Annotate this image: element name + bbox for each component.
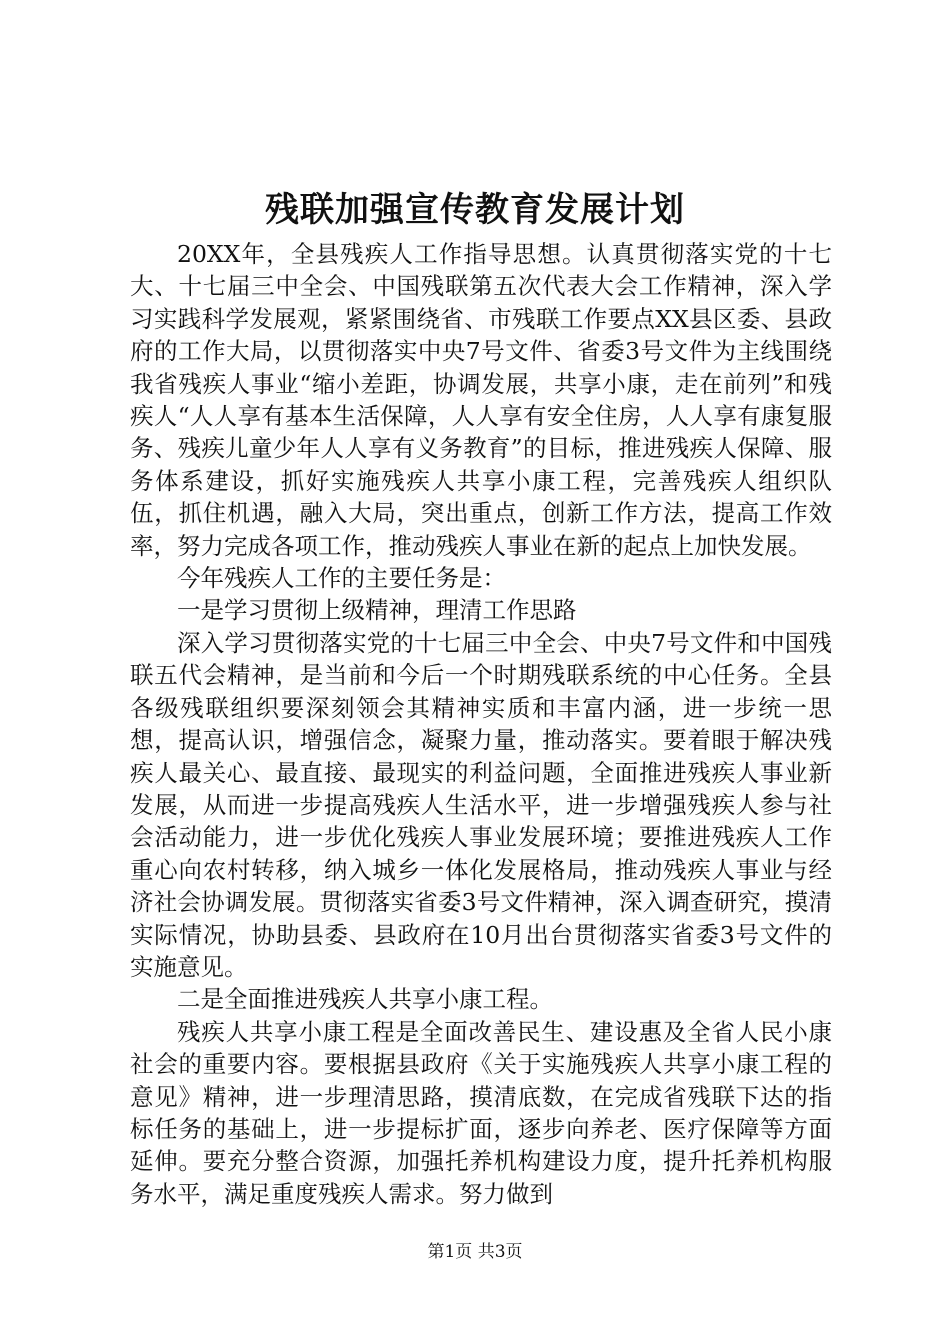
paragraph-guiding-thought: 20XX年，全县残疾人工作指导思想。认真贯彻落实党的十七大、十七届三中全会、中国残联第五次代表大会工作精神，深入学习实践科学发展观，紧紧围绕省、市残联工作要点XX县区委、县政府的工作大局，以贯彻落实中央7号文件、省委3号文件为主线围绕我省残疾人事业“缩小差距，协调发展，共享小康，走在前列”和残疾人“人人享有基本生活保障，人人享有安全住房，人人享有康复服务、残疾儿童少年人人享有义务教育”的目标，推进残疾人保障、服务体系建设，抓好实施残疾人共享小康工程，完善残疾人组织队伍，抓住机遇，融入大局，突出重点，创新工作方法，提高工作效率，努力完成各项工作，推动残疾人事业在新的起点上加快发展。	[130, 240, 832, 560]
paragraph-task-2-body: 残疾人共享小康工程是全面改善民生、建设惠及全省人民小康社会的重要内容。要根据县政府《关于实施残疾人共享小康工程的意见》精神，进一步理清思路，摸清底数，在完成省残联下达的指标任务的基础上，进一步提标扩面，逐步向养老、医疗保障等方面延伸。要充分整合资源，加强托养机构建设力度，提升托养机构服务水平，满足重度残疾人需求。努力做到	[130, 1017, 832, 1208]
document-body	[130, 238, 832, 1210]
paragraph-heading-task-2: 二是全面推进残疾人共享小康工程。	[177, 985, 553, 1014]
page-title: 残联加强宣传教育发展计划	[265, 190, 685, 230]
page-number-footer: 第1页 共3页	[427, 1242, 523, 1262]
paragraph-heading-task-1: 一是学习贯彻上级精神，理清工作思路	[177, 596, 577, 625]
paragraph-main-tasks-intro: 今年残疾人工作的主要任务是：	[177, 564, 506, 593]
paragraph-task-1-body: 深入学习贯彻落实党的十七届三中全会、中央7号文件和中国残联五代会精神，是当前和今后一个时期残联系统的中心任务。全县各级残联组织要深刻领会其精神实质和丰富内涵，进一步统一思想，提高认识，增强信念，凝聚力量，推动落实。要着眼于解决残疾人最关心、最直接、最现实的利益问题，全面推进残疾人事业新发展，从而进一步提高残疾人生活水平，进一步增强残疾人参与社会活动能力，进一步优化残疾人事业发展环境；要推进残疾人工作重心向农村转移，纳入城乡一体化发展格局，推动残疾人事业与经济社会协调发展。贯彻落实省委3号文件精神，深入调查研究，摸清实际情况，协助县委、县政府在10月出台贯彻落实省委3号文件的实施意见。	[130, 628, 832, 981]
